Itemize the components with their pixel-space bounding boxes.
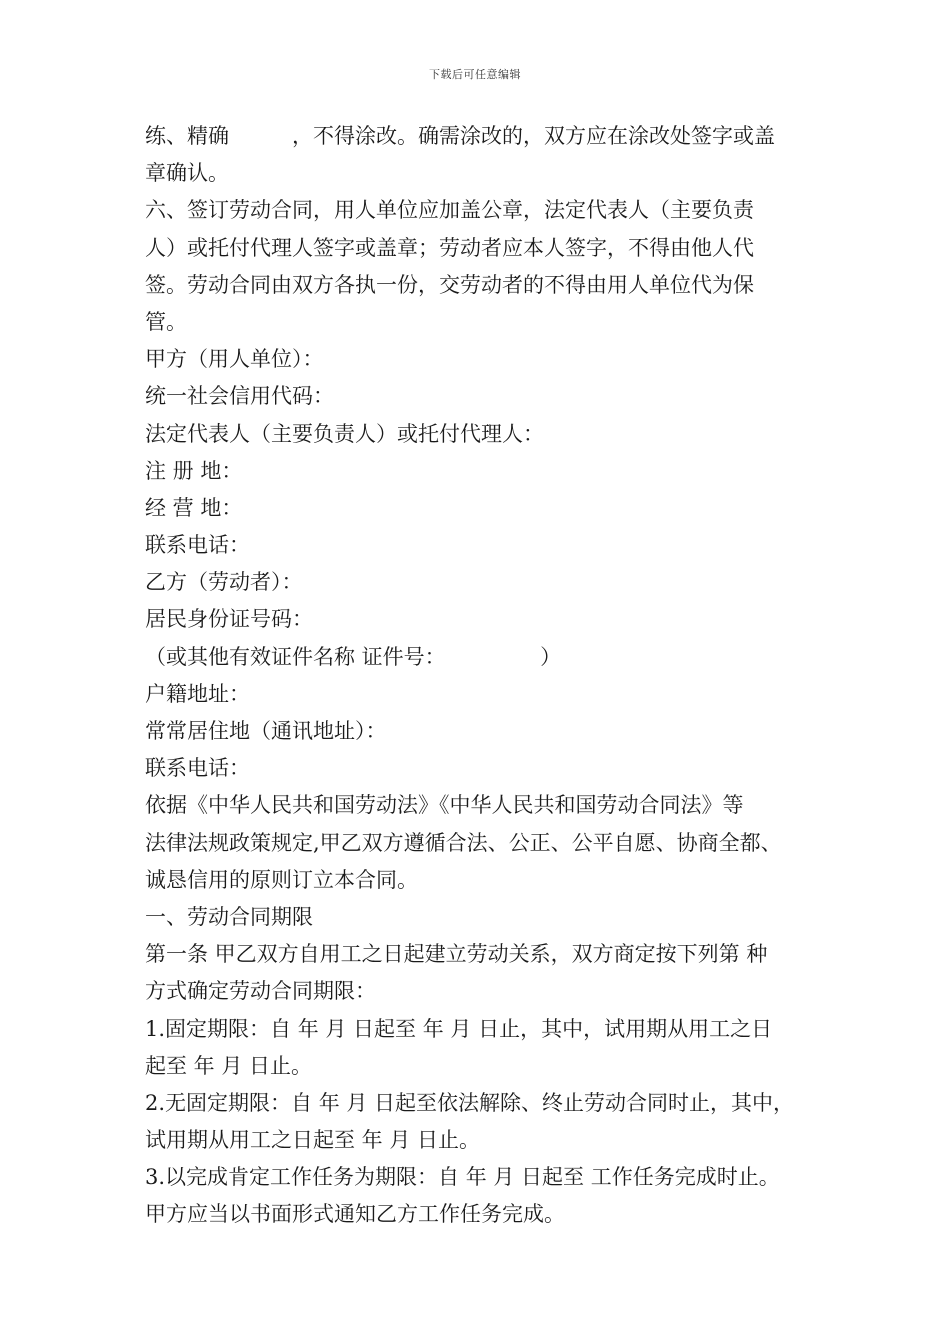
text-line: 六、签订劳动合同，用人单位应加盖公章，法定代表人（主要负责 xyxy=(145,198,754,223)
page-header: 下载后可任意编辑 xyxy=(429,68,521,81)
text-line: 依据《中华人民共和国劳动法》《中华人民共和国劳动合同法》等 xyxy=(145,793,744,818)
id-number-label: 居民身份证号码： xyxy=(145,607,313,632)
party-a-phone-label: 联系电话： xyxy=(145,533,250,558)
other-id-label: （或其他有效证件名称 证件号： ） xyxy=(145,644,562,669)
text-line: 甲方应当以书面形式通知乙方工作任务完成。 xyxy=(145,1202,565,1227)
text-line: 人）或托付代理人签字或盖章；劳动者应本人签字，不得由他人代 xyxy=(145,235,754,260)
document-body xyxy=(145,118,835,1234)
legal-rep-label: 法定代表人（主要负责人）或托付代理人： xyxy=(145,421,544,446)
text-line: 2.无固定期限：自 年 月 日起至依法解除、终止劳动合同时止，其中， xyxy=(145,1090,795,1115)
text-line: 3.以完成肯定工作任务为期限：自 年 月 日起至 工作任务完成时止。 xyxy=(145,1165,780,1190)
text-line: 练、精确 ，不得涂改。确需涂改的，双方应在涂改处签字或盖 xyxy=(145,124,775,148)
credit-code-label: 统一社会信用代码： xyxy=(145,384,334,409)
party-b-label: 乙方（劳动者）： xyxy=(145,570,303,595)
registered-address-label: 注 册 地： xyxy=(145,458,243,483)
text-line: 法律法规政策规定,甲乙双方遵循合法、公正、公平自愿、协商全都、 xyxy=(145,830,782,855)
text-line: 方式确定劳动合同期限： xyxy=(145,979,376,1004)
text-line: 诚恳信用的原则订立本合同。 xyxy=(145,867,418,892)
residence-address-label: 常常居住地（通讯地址）： xyxy=(145,719,387,743)
text-line: 第一条 甲乙双方自用工之日起建立劳动关系，双方商定按下列第 种 xyxy=(145,942,768,967)
business-address-label: 经 营 地： xyxy=(145,495,243,520)
text-line: 试用期从用工之日起至 年 月 日止。 xyxy=(145,1128,481,1153)
party-b-phone-label: 联系电话： xyxy=(145,756,250,781)
text-line: 签。劳动合同由双方各执一份，交劳动者的不得由用人单位代为保 xyxy=(145,272,754,297)
party-a-label: 甲方（用人单位）： xyxy=(145,347,324,372)
section-heading: 一、劳动合同期限 xyxy=(145,904,313,929)
household-address-label: 户籍地址： xyxy=(145,681,250,706)
text-line: 1.固定期限：自 年 月 日起至 年 月 日止，其中，试用期从用工之日 xyxy=(145,1016,773,1041)
text-line: 起至 年 月 日止。 xyxy=(145,1053,313,1078)
text-line: 章确认。 xyxy=(145,161,229,186)
text-line: 管。 xyxy=(145,309,187,334)
